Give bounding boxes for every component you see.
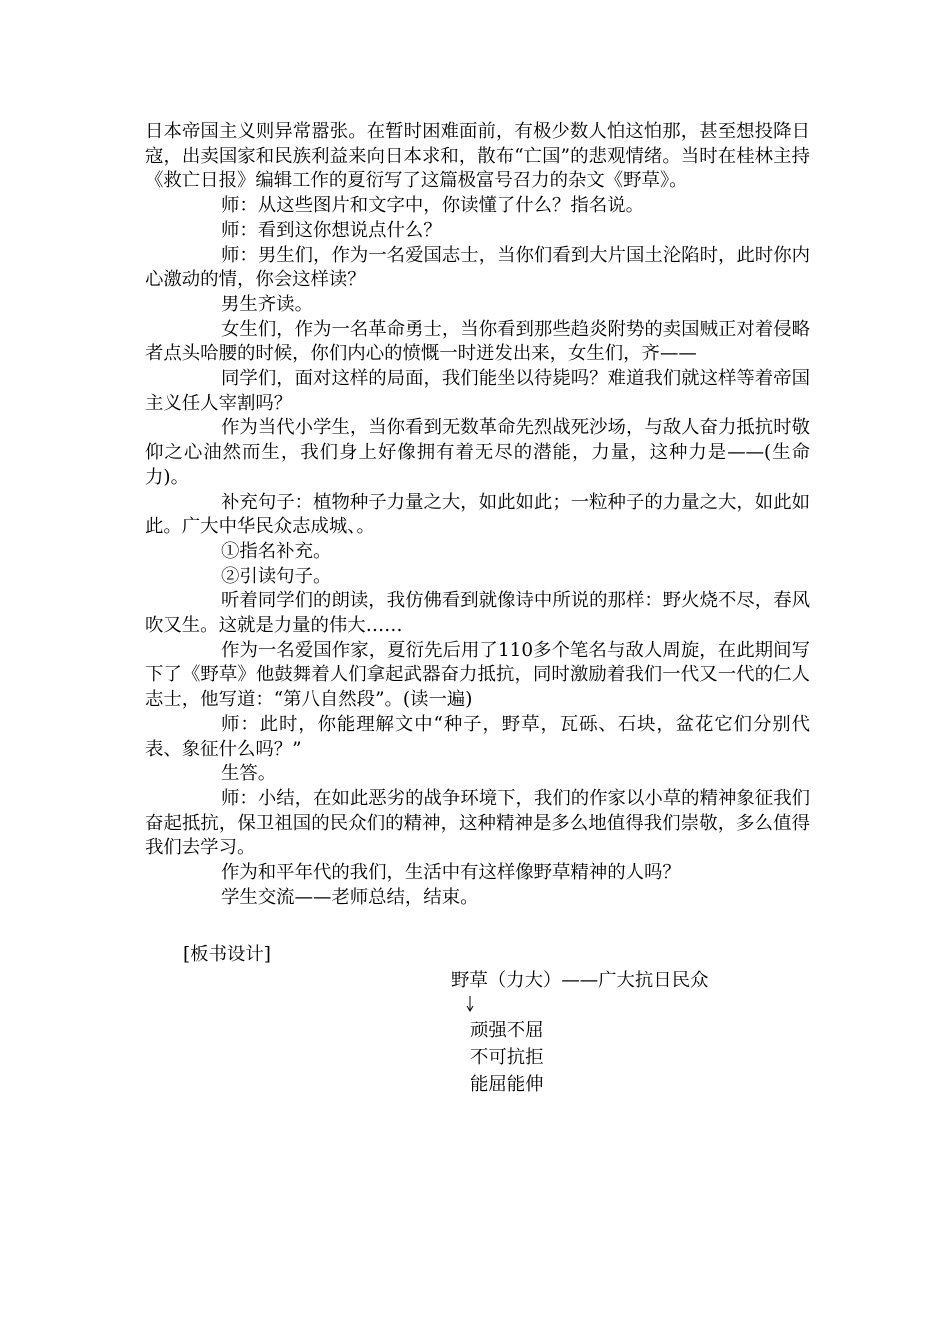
paragraph: ②引读句子。 xyxy=(221,565,332,587)
down-arrow-icon xyxy=(465,996,475,1012)
paragraph: 师：此时，你能理解文中“种子，野草，瓦砾、石块，盆花它们分别代表、象征什么吗？” xyxy=(145,713,810,760)
paragraph: 生答。 xyxy=(221,763,277,785)
paragraph: 学生交流——老师总结，结束。 xyxy=(221,886,479,908)
paragraph: 作为和平年代的我们，生活中有这样像野草精神的人吗？ xyxy=(221,862,681,884)
paragraph: 补充句子：植物种子力量之大，如此如此；一粒种子的力量之大，如此如此。广大中华民众志成城、。 xyxy=(145,491,810,538)
paragraph: 师：从这些图片和文字中，你读懂了什么？指名说。 xyxy=(221,195,644,217)
paragraph: 女生们，作为一名革命勇士，当你看到那些趋炎附势的卖国贼正对着侵略者点头哈腰的时候，你们内心的愤慨一时迸发出来，女生们，齐—— xyxy=(145,318,810,365)
board-item: 顽强不屈 xyxy=(470,1020,544,1041)
paragraph: ①指名补充。 xyxy=(221,540,332,562)
paragraph: 师：看到这你想说点什么？ xyxy=(221,219,442,241)
paragraph: 师：男生们，作为一名爱国志士，当你们看到大片国土沦陷时，此时你内心激动的情，你会这样读？ xyxy=(145,244,810,291)
board-design-items xyxy=(470,1017,544,1098)
board-item: 能屈能伸 xyxy=(470,1074,544,1095)
paragraph: 作为当代小学生，当你看到无数革命先烈战死沙场，与敌人奋力抵抗时敬仰之心油然而生，我们身上好像拥有着无尽的潜能，力量，这种力是——(生命力)。 xyxy=(145,417,810,488)
board-item: 不可抗拒 xyxy=(470,1047,544,1068)
paragraph: 师：小结，在如此恶劣的战争环境下，我们的作家以小草的精神象征我们奋起抵抗，保卫祖国的民众们的精神，这种精神是多么地值得我们崇敬，多么值得我们去学习。 xyxy=(145,787,810,859)
paragraph: 听着同学们的朗读，我仿佛看到就像诗中所说的那样：野火烧不尽，春风吹又生。这就是力量的伟大…… xyxy=(145,590,810,637)
paragraph: 作为一名爱国作家，夏衍先后用了110多个笔名与敌人周旋，在此期间写下了《野草》他鼓舞着人们拿起武器奋力抵抗，同时激励着我们一代又一代的仁人志士，他写道：“第八自然段”。(读一遍) xyxy=(145,639,810,711)
board-design-heading: [板书设计] xyxy=(183,944,271,965)
paragraph: 男生齐读。 xyxy=(221,293,313,315)
paragraph: 同学们，面对这样的局面，我们能坐以待毙吗？难道我们就这样等着帝国主义任人宰割吗？ xyxy=(145,368,810,414)
lesson-body xyxy=(145,120,810,911)
paragraph-intro: 日本帝国主义则异常嚣张。在暂时困难面前，有极少数人怕这怕那，甚至想投降日寇，出卖国家和民族利益来向日本求和，散布“亡国”的悲观情绪。当时在桂林主持《救亡日报》编辑工作的夏衍写了这篇极富号召力的杂文《野草》。 xyxy=(145,121,810,192)
board-design-title: 野草（力大）——广大抗日民众 xyxy=(451,970,709,991)
